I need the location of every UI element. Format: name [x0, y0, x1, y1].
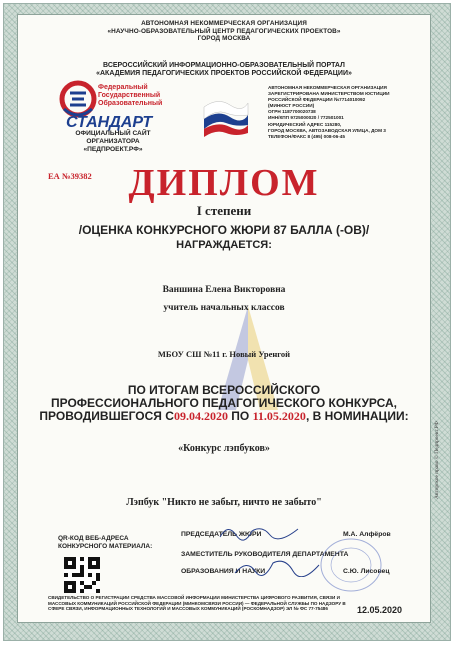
recipient-school: МБОУ СШ №11 г. Новый Уренгой [157, 349, 291, 359]
result-line-2: ПРОФЕССИОНАЛЬНОГО ПЕДАГОГИЧЕСКОГО КОНКУРСА, [51, 396, 397, 410]
recipient-position: учитель начальных классов [163, 303, 285, 313]
qr-label [58, 535, 152, 550]
site-line-3: «ПЕДПРОЕКТ.РФ» [83, 146, 143, 153]
qr-label-2: КОНКУРСНОГО МАТЕРИАЛА: [58, 542, 153, 550]
org-line: АВТОНОМНАЯ НЕКОММЕРЧЕСКАЯ ОРГАНИЗАЦИЯ [268, 85, 387, 90]
result-po: ПО [231, 409, 250, 423]
work-title: Лэпбук "Никто не забыт, ничто не забыто" [126, 497, 322, 508]
recipient-name: Ваншина Елена Викторовна [162, 285, 286, 295]
portal-line-1: ВСЕРОССИЙСКИЙ ИНФОРМАЦИОННО-ОБРАЗОВАТЕЛЬНЫЙ ПОРТАЛ [103, 62, 345, 69]
deputy-label-1: ЗАМЕСТИТЕЛЬ РУКОВОДИТЕЛЯ ДЕПАРТАМЕНТА [181, 551, 349, 558]
issue-date: 12.05.2020 [357, 605, 403, 615]
seal-stamp-icon [311, 535, 391, 595]
diploma-sheet [17, 14, 431, 623]
org-line: РОССИЙСКОЙ ФЕДЕРАЦИИ №7714010092 [268, 97, 366, 103]
date-from: 09.04.2020 [173, 409, 228, 423]
org-line: ОГРН 1187700020738 [268, 109, 316, 115]
result-suffix: , В НОМИНАЦИИ: [305, 409, 409, 423]
copyright-text: Авторское право © Педпроект.РФ [434, 421, 440, 499]
degree-level: I степени [196, 203, 252, 218]
diploma-title: ДИПЛОМ [128, 162, 320, 204]
nomination: «Конкурс лэпбуков» [178, 443, 270, 454]
qr-code-icon[interactable] [64, 557, 100, 593]
copyright-vertical [432, 370, 442, 550]
awarded-label: НАГРАЖДАЕТСЯ: [176, 239, 272, 251]
date-to: 11.05.2020 [252, 409, 306, 423]
jury-chair-name: М.А. Алфёров [343, 531, 391, 538]
organizer-line-1: АВТОНОМНАЯ НЕКОММЕРЧЕСКАЯ ОРГАНИЗАЦИЯ [141, 20, 307, 27]
deputy-signature [233, 555, 323, 577]
logo-line-2: Государственный [98, 92, 161, 99]
competition-result [18, 384, 430, 423]
site-line-2: ОРГАНИЗАТОРА [86, 138, 140, 145]
result-prefix: ПРОВОДИВШЕГОСЯ С [39, 409, 174, 423]
russian-flag-icon [200, 95, 252, 137]
portal-header [18, 62, 430, 78]
media-registration-note: СВИДЕТЕЛЬСТВО О РЕГИСТРАЦИИ СРЕДСТВА МАССОВОЙ ИНФОРМАЦИИ МИНИСТЕРСТВА ЦИФРОВОГО РАЗВИТИЯ, СВЯЗИ И МАССОВЫХ КОММУНИКАЦИЙ РОССИЙСКОЙ ФЕДЕРАЦИИ (МИНКОМСВЯЗИ РОССИИ) — ФЕДЕРАЛЬНОЙ СЛУЖБЫ ПО НАДЗОРУ В СФЕРЕ СВЯЗИ, ИНФОРМАЦИОННЫХ ТЕХНОЛОГИЙ И МАССОВЫХ КОММУНИКАЦИЙ (РОСКОМНАДЗОР) ЭЛ № ФС 77-75486 [48, 595, 346, 612]
organizer-line-3: ГОРОД МОСКВА [197, 35, 251, 43]
logo-brand: СТАНДАРТ [66, 114, 153, 131]
org-line: (МИНЮСТ РОССИИ) [268, 103, 315, 109]
organizer-header [18, 20, 430, 43]
qr-label-1: QR-КОД ВЕБ-АДРЕСА [58, 535, 129, 542]
chair-signature [218, 521, 308, 541]
portal-line-2: «АКАДЕМИЯ ПЕДАГОГИЧЕСКИХ ПРОЕКТОВ РОССИЙСКОЙ ФЕДЕРАЦИИ» [96, 70, 352, 77]
registration-number: ЕА №39382 [48, 171, 92, 181]
org-line: ГОРОД МОСКВА, АВТОЗАВОДСКАЯ УЛИЦА, ДОМ 3 [268, 127, 386, 133]
logo-line-1: Федеральный [98, 84, 148, 91]
deputy-name: С.Ю. Лисовец [343, 568, 390, 575]
result-line-1: ПО ИТОГАМ ВСЕРОССИЙСКОГО [127, 383, 321, 397]
org-line: ЮРИДИЧЕСКИЙ АДРЕС 115280, [268, 121, 342, 127]
jury-score: /ОЦЕНКА КОНКУРСНОГО ЖЮРИ 87 БАЛЛА (-ОВ)/ [78, 223, 370, 237]
fgos-standard-logo [58, 79, 173, 131]
organizer-line-2: «НАУЧНО-ОБРАЗОВАТЕЛЬНЫЙ ЦЕНТР ПЕДАГОГИЧЕСКИХ ПРОЕКТОВ» [107, 27, 341, 35]
result-line-3 [18, 410, 430, 423]
deputy-label-2: ОБРАЗОВАНИЯ И НАУКИ [181, 568, 266, 575]
org-line: ЗАРЕГИСТРИРОВАНА МИНИСТЕРСТВОМ ЮСТИЦИИ [268, 91, 390, 97]
jury-chair-label: ПРЕДСЕДАТЕЛЬ ЖЮРИ [181, 531, 262, 538]
site-line-1: ОФИЦИАЛЬНЫЙ САЙТ [75, 130, 151, 137]
official-site-caption [48, 130, 178, 154]
org-line: ТЕЛЕФОН/ФАКС 8 (495) 008-06-45 [268, 133, 346, 139]
org-line: ИНН/КПП 9725000020 / 772501001 [268, 115, 344, 121]
organization-details [268, 85, 433, 140]
logo-line-3: Образовательный [98, 100, 163, 107]
